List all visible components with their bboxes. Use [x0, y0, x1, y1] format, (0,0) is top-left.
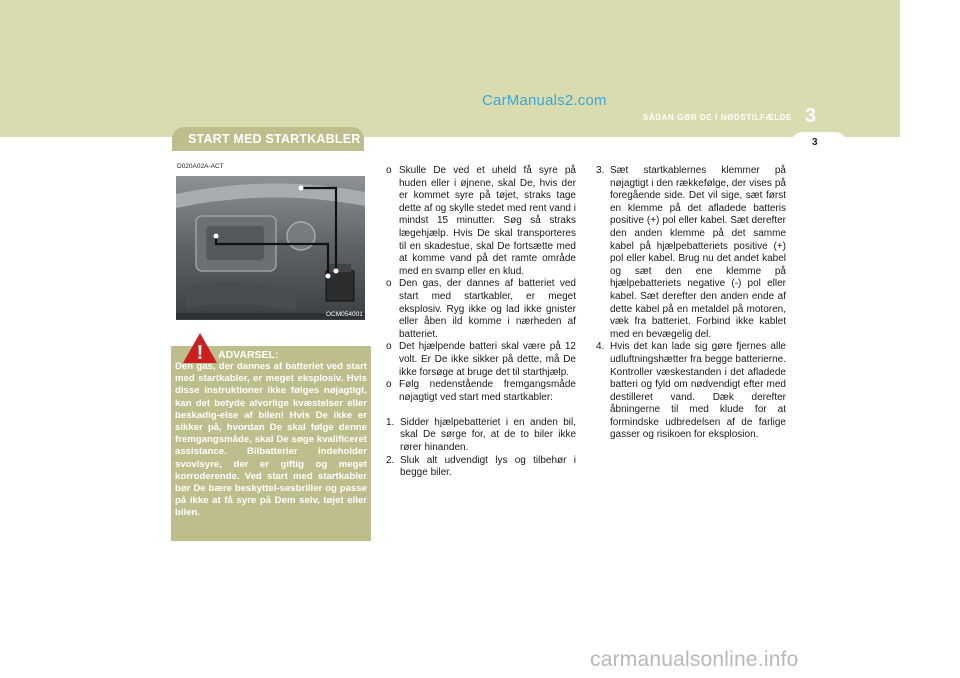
- chapter-title: SÅDAN GØR DE I NØDSTILFÆLDE: [642, 113, 792, 122]
- list-item: [386, 379, 576, 404]
- image-code: OCM054001: [326, 311, 363, 318]
- step-item: [386, 455, 576, 480]
- bullet-marker: o: [386, 165, 392, 176]
- warning-symbol: !: [196, 342, 204, 364]
- middle-column: [386, 165, 576, 480]
- step-item: [386, 417, 576, 455]
- list-item: [386, 341, 576, 379]
- warning-icon: [182, 332, 218, 364]
- section-title: START MED STARTKABLER: [188, 132, 361, 146]
- bullet-text: Følg nedenstående fremgangsmåde nøjagtigt ved start med startkabler:: [399, 379, 576, 403]
- warning-title: ADVARSEL:: [218, 349, 279, 361]
- page-number: 3: [812, 137, 818, 148]
- list-item: [386, 278, 576, 341]
- step-number: 1.: [386, 416, 395, 428]
- engine-bay-photo: [176, 176, 365, 320]
- bullet-text: Den gas, der dannes af batteriet ved start med startkabler, er meget eksplosiv. Ryg ikke og lad ikke gnister eller åben ild komme i nærheden af batteriet.: [399, 278, 576, 340]
- bullet-marker: o: [386, 278, 392, 290]
- step-item: [596, 165, 786, 341]
- list-item: [386, 165, 576, 278]
- step-number: 3.: [596, 165, 605, 176]
- step-text: Sidder hjælpebatteriet i en anden bil, skal De sørge for, at de to biler ikke rører hinanden.: [400, 416, 576, 454]
- step-text: Sæt startkablernes klemmer på nøjagtigt i den rækkefølge, der vises på foregående side. Det vil sige, sæt først en klemme på det afladede batteris positive (+) pol eller kabel. Sæt derefter den anden klemme på det samme kabel på hjælpebatteriets positive (+) pol eller kabel. Brug nu det andet kabel og sæt den ene klemme på hjælpebatteriets negative (-) pol eller kabel. Sæt derefter den anden ende af dette kabel på en metaldel på motoren, væk fra batteriet. Forbind ikke kablet med en bevægelig del.: [610, 165, 786, 340]
- warning-text: Den gas, der dannes af batteriet ved start med startkabler, er meget eksplosiv. Hvis disse instruktioner ikke følges nøjagtigt, kan det betyde alvorlige kvæstelser eller beskadig-else af bilen! Hvis De ikke er sikker på, hvordan De skal følge denne fremgangsmåde, skal De søge kvalificeret assistance. Bilbatterier indeholder svovlsyre, der er giftig og meget korroderende. Ved start med startkabler bør De bære beskyttel-sesbriller og passe på ikke at få syre på Dem selv, tøjet eller bilen.: [175, 361, 367, 519]
- step-item: [596, 341, 786, 442]
- page-tab: [791, 132, 847, 154]
- bullet-marker: o: [386, 341, 392, 353]
- bullet-marker: o: [386, 379, 392, 391]
- step-number: 2.: [386, 454, 395, 466]
- bullet-text: Skulle De ved et uheld få syre på huden eller i øjnene, skal De, hvis der er kommet syre på tøjet, straks tage dette af og skylle stedet med rent vand i mindst 15 minutter. Søg så straks lægehjælp. Hvis De skal transporteres til en skadestue, skal De fortsætte med at komme vand på det ramte område med en svamp eller en klud.: [399, 165, 576, 277]
- bullet-text: Det hjælpende batteri skal være på 12 volt. Er De ikke sikker på dette, må De ikke forsøge at bruge det til starthjælp.: [399, 341, 576, 378]
- watermark-bottom[interactable]: carmanualsonline.info: [590, 648, 799, 671]
- step-text: Hvis det kan lade sig gøre fjernes alle udluftningshætter fra begge batterierne. Kontroller væskestanden i det afladede batteri og fyld om nødvendigt efter med destilleret vand. Dæk derefter åbningerne til med klude for at formindske udbredelsen af de farlige gasser og risikoen for eksplosion.: [610, 341, 786, 441]
- figure-code: D020A02A-ACT: [177, 163, 224, 170]
- chapter-number: 3: [805, 105, 817, 127]
- right-column: [596, 165, 786, 442]
- step-number: 4.: [596, 341, 605, 353]
- engine-bay-illustration: [176, 176, 365, 320]
- watermark-top[interactable]: CarManuals2.com: [482, 92, 607, 109]
- step-text: Sluk alt udvendigt lys og tilbehør i begge biler.: [400, 454, 576, 479]
